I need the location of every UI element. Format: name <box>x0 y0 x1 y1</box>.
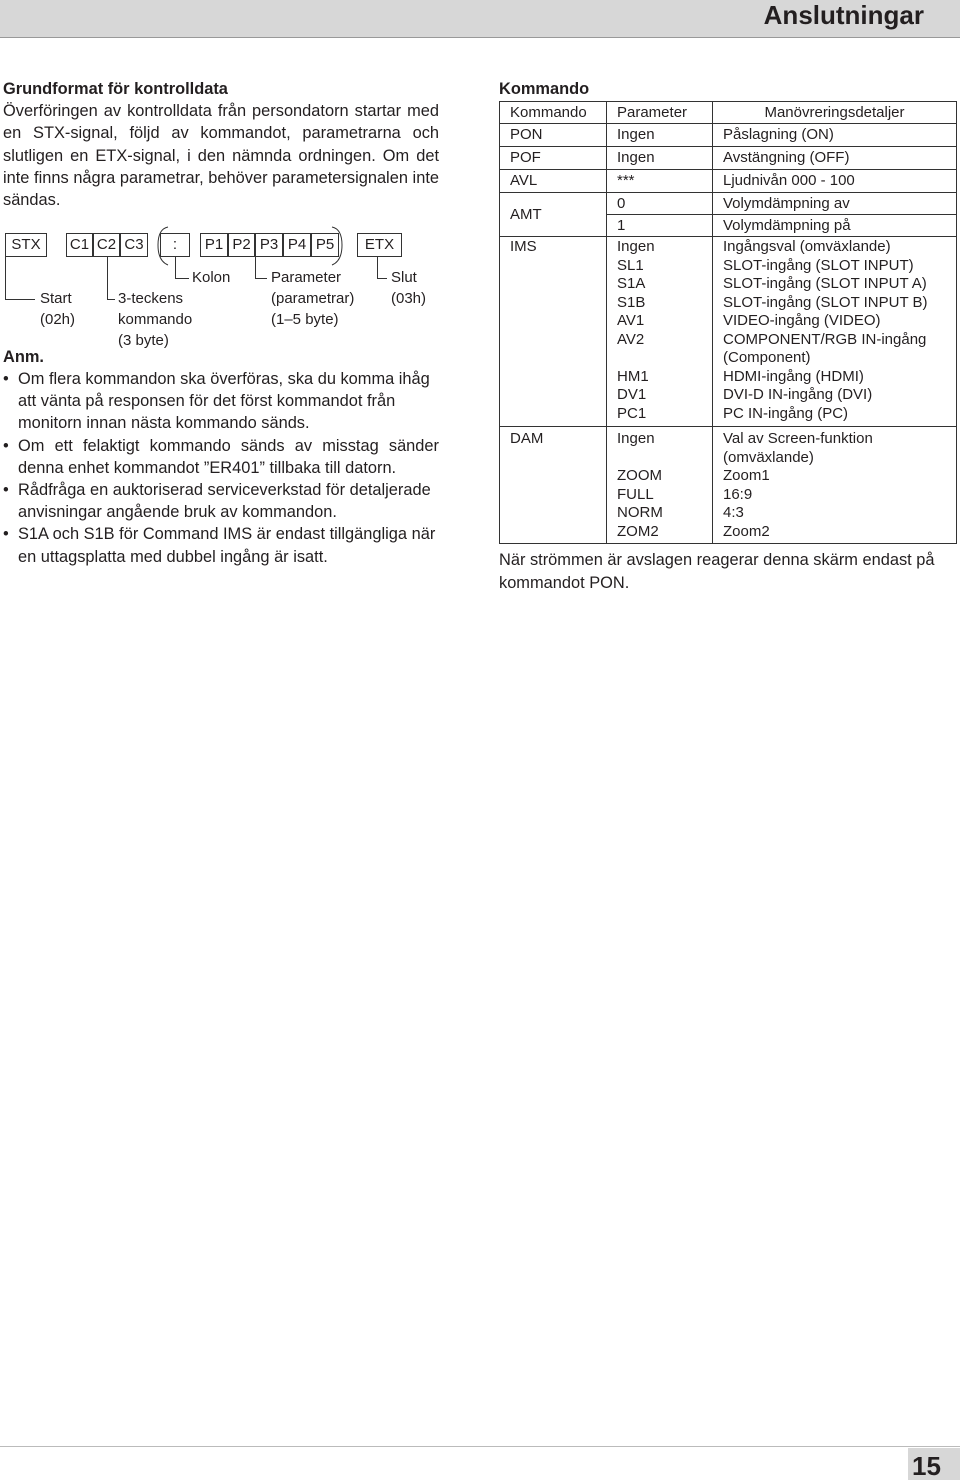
param-leader-h <box>255 278 267 279</box>
dam-detail: 4:3 <box>723 504 744 521</box>
dam-detail: (omväxlande) <box>723 448 814 466</box>
ims-param: AV1 <box>617 312 645 329</box>
notes-heading: Anm. <box>3 348 44 366</box>
c1-box: C1 <box>66 233 93 257</box>
start-label: Start <box>40 290 72 307</box>
start-label-2: (02h) <box>40 311 76 328</box>
header-details: Manövreringsdetaljer <box>713 102 957 124</box>
p2-box: P2 <box>228 233 255 257</box>
cell-command: AVL <box>500 170 607 193</box>
colon-leader <box>175 257 176 279</box>
start-leader-h <box>5 299 35 300</box>
cell-detail: Ljudnivån 000 - 100 <box>713 170 957 193</box>
ims-detail: SLOT-ingång (SLOT INPUT) <box>723 256 914 274</box>
p5-box: P5 <box>311 233 339 257</box>
table-row <box>500 193 957 237</box>
c2-box: C2 <box>93 233 120 257</box>
p4-box: P4 <box>283 233 311 257</box>
cell-parameter: Ingen <box>607 147 713 170</box>
colon-leader-h <box>175 278 189 279</box>
ims-detail: COMPONENT/RGB IN-ingång <box>723 330 927 348</box>
command-label-3: (3 byte) <box>118 332 169 349</box>
ims-detail: PC IN-ingång (PC) <box>723 404 849 422</box>
ims-param: DV1 <box>617 386 647 403</box>
dam-detail: Zoom1 <box>723 467 770 484</box>
table-row <box>500 170 957 193</box>
cell-command: IMS <box>500 237 607 427</box>
etx-box: ETX <box>357 233 402 257</box>
intro-paragraph: Överföringen av kontrolldata från persondatorn startar med en STX-signal, följd av kommandot, parametrarna och slutligen en ETX-signal, i den nämnda ordningen. Om det inte finns några parametrar, behöver parametersignalen inte sändas. <box>3 102 439 210</box>
ims-param: SL1 <box>617 256 644 274</box>
amt-param-0: 0 <box>617 195 626 212</box>
cell-detail: Avstängning (OFF) <box>713 147 957 170</box>
amt-detail-1: Volymdämpning på <box>713 214 956 236</box>
cell-parameter: Ingen <box>607 124 713 147</box>
format-diagram <box>0 225 440 355</box>
notes-list <box>3 368 439 568</box>
parameter-label-3: (1–5 byte) <box>271 311 339 328</box>
etx-leader <box>377 257 378 279</box>
format-section <box>3 78 439 211</box>
parameter-label-2: (parametrar) <box>271 290 355 307</box>
table-row <box>500 124 957 147</box>
p1-box: P1 <box>200 233 228 257</box>
p3-box: P3 <box>255 233 283 257</box>
dam-param: ZOM2 <box>617 522 659 540</box>
dam-param <box>617 449 712 468</box>
dam-param: ZOOM <box>617 467 662 484</box>
note-item: • Om flera kommandon ska överföras, ska du komma ihåg att vänta på responsen för det först kommandot från monitorn innan nästa kommando sänds. <box>3 368 439 435</box>
page-number: 15 <box>912 1451 941 1481</box>
cell-detail <box>713 427 957 544</box>
dam-detail: 16:9 <box>723 485 753 503</box>
cell-command: POF <box>500 147 607 170</box>
section-title: Grundformat för kontrolldata <box>3 80 228 98</box>
ims-param: S1B <box>617 293 646 311</box>
command-leader-h <box>107 299 115 300</box>
table-header-row <box>500 102 957 124</box>
stx-box: STX <box>5 233 47 257</box>
slut-label: Slut <box>391 269 417 286</box>
optional-bracket <box>150 225 350 267</box>
c3-box: C3 <box>120 233 148 257</box>
amt-param-1: 1 <box>607 214 712 236</box>
cell-command: AMT <box>500 193 607 237</box>
header-divider <box>0 37 960 38</box>
command-label-2: kommando <box>118 311 193 328</box>
dam-detail: Zoom2 <box>723 522 770 540</box>
cell-detail <box>713 237 957 427</box>
ims-param: S1A <box>617 275 646 292</box>
ims-param: Ingen <box>617 238 655 255</box>
table-row <box>500 237 957 427</box>
ims-detail: SLOT-ingång (SLOT INPUT B) <box>723 293 928 311</box>
power-off-note: När strömmen är avslagen reagerar denna skärm endast på kommandot PON. <box>499 551 935 592</box>
footer-divider <box>0 1446 960 1447</box>
amt-detail-0: Volymdämpning av <box>723 195 850 212</box>
ims-param: PC1 <box>617 404 647 422</box>
note-item: • Rådfråga en auktoriserad serviceverkstad för detaljerade anvisningar angående bruk av kommandon. <box>3 479 439 523</box>
cell-command: DAM <box>500 427 607 544</box>
parameter-label: Parameter <box>271 269 342 286</box>
ims-detail: (Component) <box>723 349 811 366</box>
command-leader <box>107 257 108 300</box>
dam-param: FULL <box>617 485 654 503</box>
table-row <box>500 147 957 170</box>
cell-detail: Påslagning (ON) <box>713 124 957 147</box>
header-command: Kommando <box>500 102 607 124</box>
ims-detail: VIDEO-ingång (VIDEO) <box>723 312 881 329</box>
start-leader <box>5 257 6 300</box>
ims-detail: HDMI-ingång (HDMI) <box>723 367 864 385</box>
note-item: • Om ett felaktigt kommando sänds av misstag sänder denna enhet kommandot ”ER401” tillbaka till datorn. <box>3 435 439 479</box>
ims-detail: Ingångsval (omväxlande) <box>723 238 891 255</box>
command-title: Kommando <box>499 80 590 98</box>
dam-detail: Val av Screen-funktion <box>723 430 873 447</box>
dam-param: Ingen <box>617 430 655 447</box>
kolon-label: Kolon <box>192 269 231 286</box>
cell-detail <box>713 193 957 237</box>
ims-param <box>617 349 712 368</box>
page-title: Anslutningar <box>763 0 924 30</box>
colon-box: : <box>160 233 190 257</box>
param-leader <box>255 257 256 279</box>
header-parameter: Parameter <box>607 102 713 124</box>
etx-leader-h <box>377 278 387 279</box>
ims-param: AV2 <box>617 330 645 348</box>
command-table <box>499 101 957 544</box>
cell-command: PON <box>500 124 607 147</box>
cell-parameter <box>607 193 713 237</box>
note-item: • S1A och S1B för Command IMS är endast tillgängliga när en uttagsplatta med dubbel ingång är isatt. <box>3 523 439 567</box>
table-row <box>500 427 957 544</box>
ims-detail: SLOT-ingång (SLOT INPUT A) <box>723 275 927 292</box>
slut-label-2: (03h) <box>391 290 427 307</box>
dam-param: NORM <box>617 504 663 521</box>
ims-param: HM1 <box>617 367 649 385</box>
cell-parameter <box>607 237 713 427</box>
cell-parameter: *** <box>607 170 713 193</box>
cell-parameter <box>607 427 713 544</box>
ims-detail: DVI-D IN-ingång (DVI) <box>723 386 873 403</box>
command-label: 3-teckens <box>118 290 184 307</box>
